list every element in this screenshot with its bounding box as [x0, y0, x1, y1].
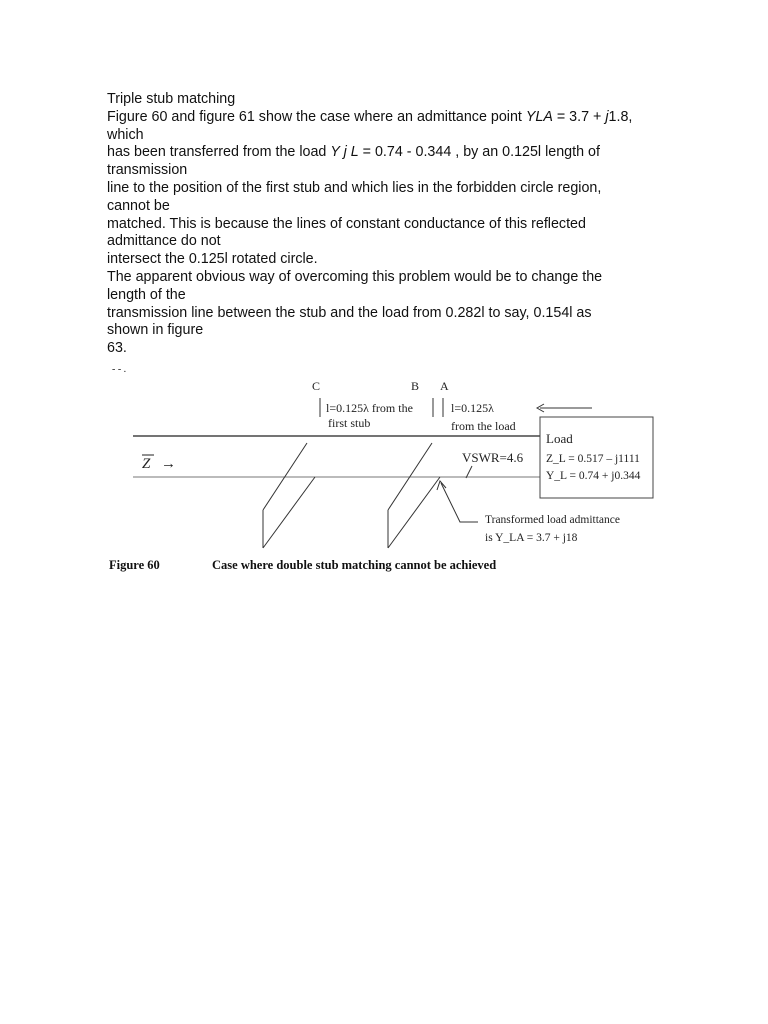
paragraph-line: The apparent obvious way of overcoming this problem would be to change the [107, 268, 603, 285]
paragraph-line: which [107, 126, 144, 143]
text-run: j [605, 108, 609, 125]
label-a: A [440, 379, 449, 393]
paragraph-line: intersect the 0.125l rotated circle. [107, 251, 318, 268]
text-run: 1.8, [608, 108, 633, 125]
paragraph-line: line to the position of the first stub and which lies in the forbidden circle region, [107, 179, 602, 196]
paragraph-line: transmission line between the stub and the load from 0.282l to say, 0.154l as [107, 304, 592, 321]
paragraph-line: cannot be [107, 197, 170, 214]
text-run: Figure 60 and figure 61 show the case where an admittance point [107, 108, 526, 125]
stray-mark: - - . [112, 364, 127, 375]
stub1-front [263, 477, 315, 548]
text-run: Y j L [330, 144, 359, 161]
stub2-front [388, 477, 440, 548]
figure-caption-text: Case where double stub matching cannot be achieved [212, 558, 497, 572]
figure-caption-number: Figure 60 [109, 558, 160, 572]
label-c: C [312, 379, 321, 393]
section-heading: Triple stub matching [107, 91, 236, 107]
transformed-pointer-head [437, 481, 446, 490]
z-arrow: → [161, 456, 176, 472]
paragraph-line: transmission [107, 162, 188, 179]
segment1-label: l=0.125λ from the [326, 401, 413, 415]
text-run: = 0.74 - 0.344 , by an 0.125l length of [358, 144, 600, 161]
paragraph-line: admittance do not [107, 233, 221, 250]
transformed-pointer [441, 483, 478, 522]
paragraph-line: length of the [107, 286, 186, 303]
text-run: = 3.7 + [552, 108, 606, 125]
segment1-sublabel: first stub [328, 416, 371, 430]
vswr-pointer [466, 466, 472, 478]
text-run: YLA [525, 108, 553, 125]
paragraph-line: shown in figure [107, 322, 204, 339]
transformed-label: Transformed load admittance [485, 514, 620, 526]
z-symbol: Z [142, 456, 151, 472]
paragraph-line: 63. [107, 340, 127, 357]
load-admittance: Y_L = 0.74 + j0.344 [546, 470, 641, 482]
load-impedance: Z_L = 0.517 – j1111 [546, 453, 640, 465]
transformed-value: is Y_LA = 3.7 + j18 [485, 532, 578, 544]
segment2-label: l=0.125λ [451, 401, 494, 415]
paragraph-line: matched. This is because the lines of constant conductance of this reflected [107, 215, 586, 232]
load-title: Load [546, 431, 573, 446]
vswr-label: VSWR=4.6 [462, 450, 524, 465]
label-b: B [411, 379, 420, 393]
text-run: has been transferred from the load [107, 144, 331, 161]
segment2-sublabel: from the load [451, 419, 516, 433]
